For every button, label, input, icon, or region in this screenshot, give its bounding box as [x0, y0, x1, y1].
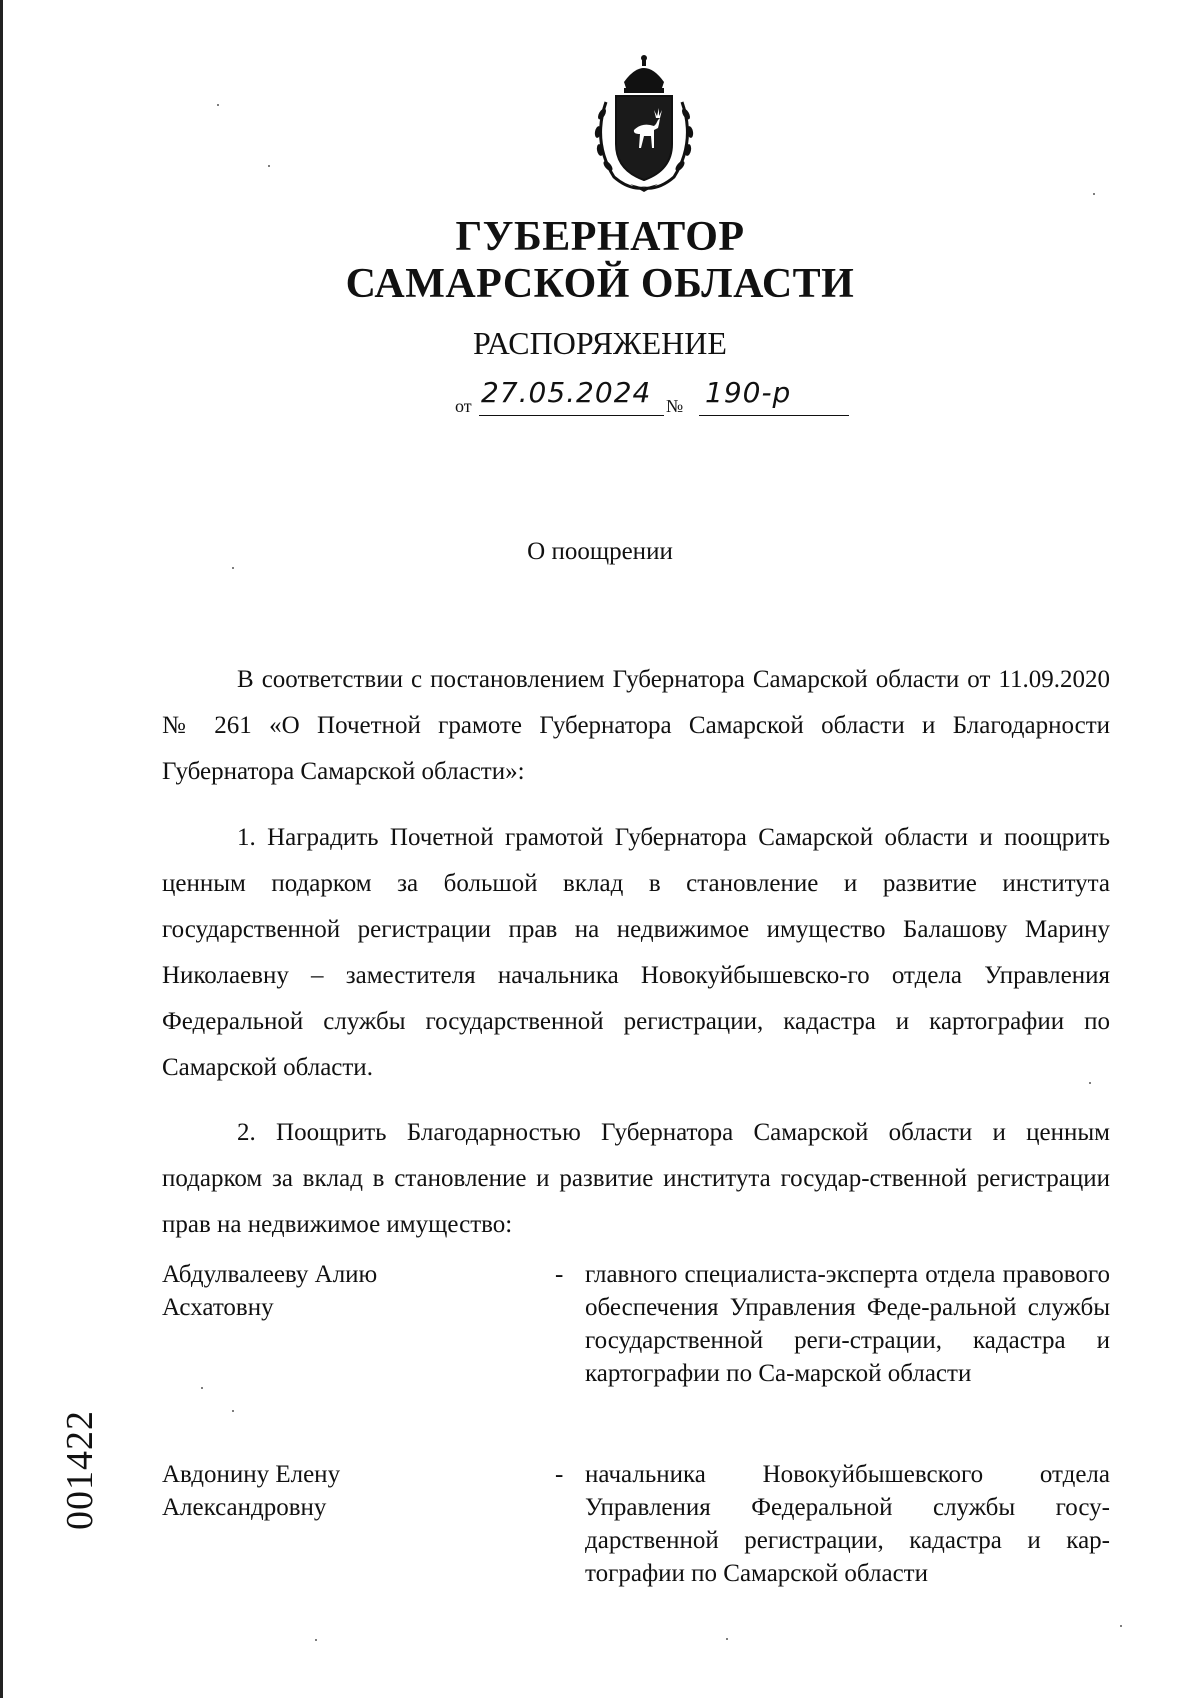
scan-speck: [315, 1639, 317, 1641]
issuer-title-line1: ГУБЕРНАТОР: [455, 214, 745, 260]
preamble-paragraph: В соответствии с постановлением Губернатора Самарской области от 11.09.2020 № 261 «О Почетной грамоте Губернатора Самарской области и Благодарности Губернатора Самарской области»:: [162, 666, 1110, 785]
recipient-dash: -: [555, 1261, 564, 1288]
document-type: РАСПОРЯЖЕНИЕ: [473, 325, 727, 361]
scan-speck: [217, 104, 219, 106]
scan-speck: [1120, 1625, 1122, 1627]
serial-number: 001422: [59, 1410, 101, 1530]
scan-speck: [268, 165, 270, 167]
number-prefix: №: [666, 396, 684, 416]
number-underline: [699, 415, 849, 416]
recipient-name: Абдулвалееву Алию Асхатовну: [162, 1261, 378, 1321]
issuer-title-line2: САМАРСКОЙ ОБЛАСТИ: [345, 261, 855, 307]
document-date: 27.05.2024: [481, 376, 652, 409]
date-number-line: [455, 376, 850, 422]
scan-speck: [1089, 1082, 1091, 1084]
scan-speck: [726, 1638, 728, 1640]
recipient-dash: -: [555, 1461, 564, 1488]
clause-2-paragraph: 2. Поощрить Благодарностью Губернатора Самарской области и ценным подарком за вклад в становление и развитие института государ-ственной регистрации прав на недвижимое имущество:: [162, 1119, 1110, 1238]
document-subject: О поощрении: [527, 538, 673, 565]
scan-speck: [1093, 193, 1095, 195]
recipient-name: Авдонину Елену Александровну: [162, 1461, 341, 1521]
recipient-position: главного специалиста-эксперта отдела правового обеспечения Управления Феде-ральной службы государственной реги-страции, кадастра и картографии по Са-марской области: [585, 1261, 1110, 1387]
scan-speck: [201, 1387, 203, 1389]
clause-1-paragraph: 1. Наградить Почетной грамотой Губернатора Самарской области и поощрить ценным подарком за большой вклад в становление и развитие института государственной регистрации прав на недвижимое имущество Балашову Марину Николаевну – заместителя начальника Новокуйбышевско-го отдела Управления Федеральной службы государственной регистрации, кадастра и картографии по Самарской области.: [162, 824, 1110, 1081]
coat-of-arms-emblem: [584, 52, 704, 194]
recipient-position: начальника Новокуйбышевского отдела Управления Федеральной службы госу-дарственной регистрации, кадастра и кар-тографии по Самарской области: [585, 1461, 1110, 1587]
scan-speck: [232, 1410, 234, 1412]
document-number: 190-р: [705, 376, 792, 409]
date-underline: [479, 415, 664, 416]
date-prefix: от: [455, 396, 472, 416]
scan-speck: [232, 567, 234, 569]
